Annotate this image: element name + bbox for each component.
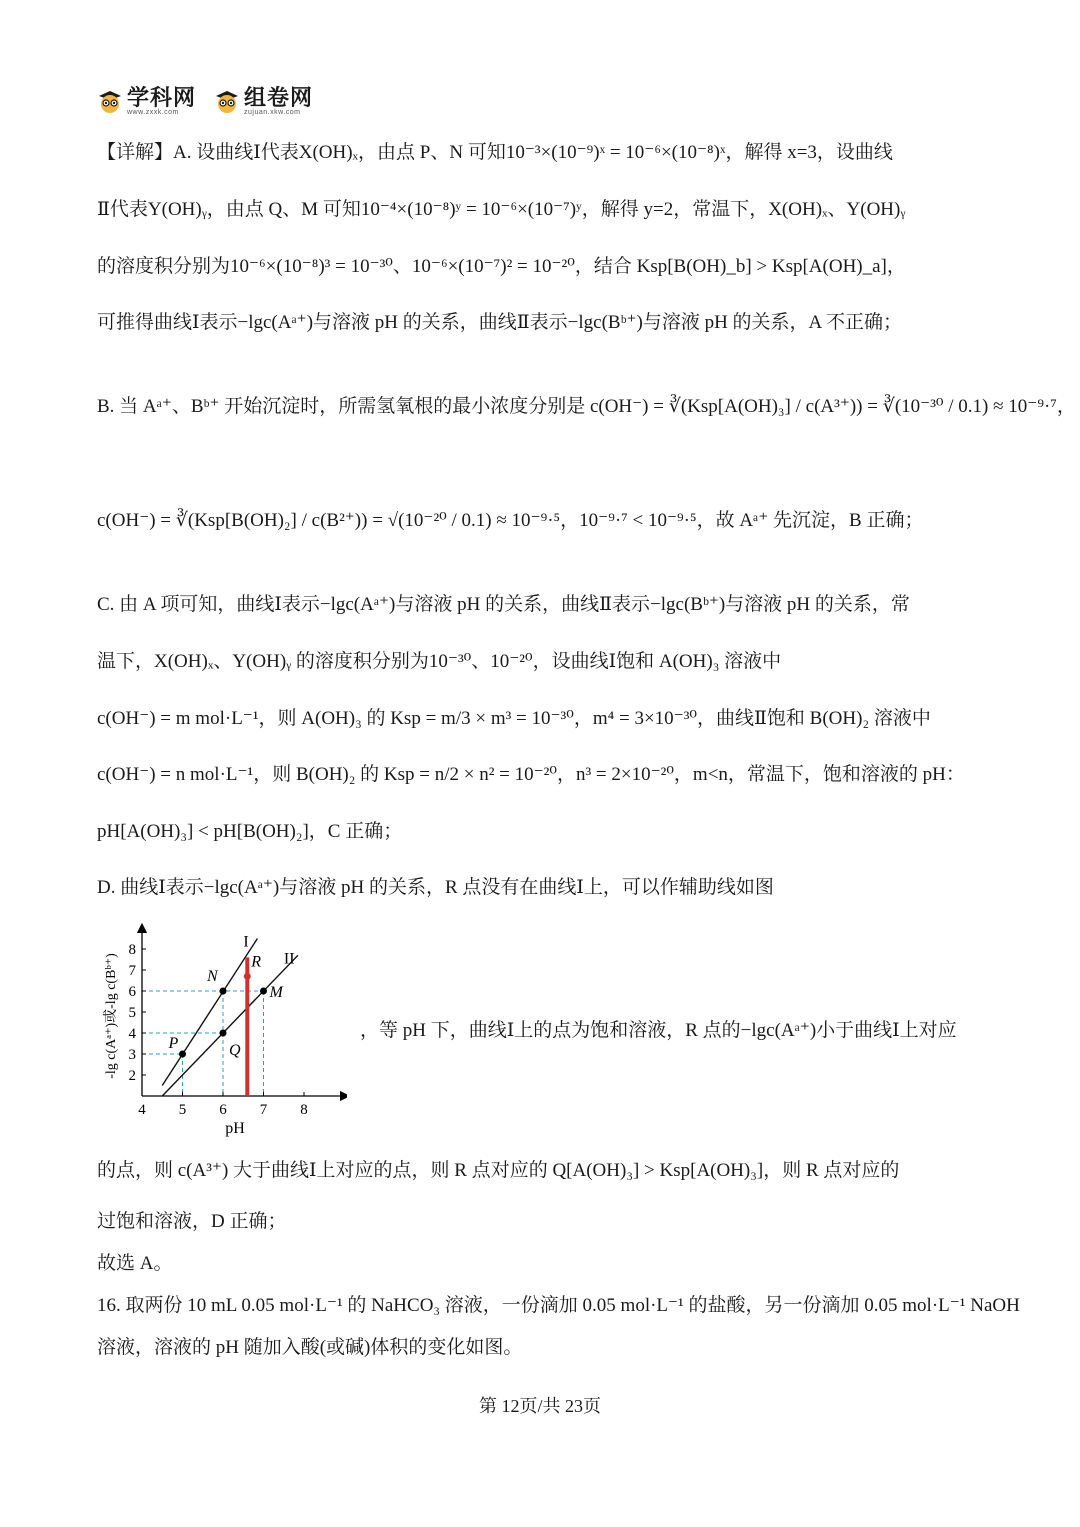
- point-M: [260, 988, 267, 995]
- text-line: 的点，则 c(A³⁺) 大于曲线Ⅰ上对应的点，则 R 点对应的 Q[A(OH)₃] > Ksp[A(OH)₃]，则 R 点对应的: [97, 1160, 900, 1181]
- header-logos: [97, 80, 313, 122]
- text-line: c(OH⁻) = m mol·L⁻¹，则 A(OH)₃ 的 Ksp = m/3 × m³ = 10⁻³⁰，m⁴ = 3×10⁻³⁰，曲线Ⅱ饱和 B(OH)₂ 溶液中: [97, 708, 931, 729]
- x-tick-label: 8: [300, 1102, 308, 1118]
- chart-guides: [142, 991, 264, 1096]
- text-line: 【详解】A. 设曲线Ⅰ代表X(OH)ₓ，由点 P、N 可知10⁻³×(10⁻⁹)ˣ = 10⁻⁶×(10⁻⁸)ˣ，解得 x=3，设曲线: [97, 142, 893, 163]
- logo-zujuanwang: [214, 84, 314, 116]
- text-line: c(OH⁻) = ∛(Ksp[B(OH)₂] / c(B²⁺)) = √(10⁻²⁰ / 0.1) ≈ 10⁻⁹·⁵，10⁻⁹·⁷ < 10⁻⁹·⁵，故 Aᵃ⁺ 先沉淀，B 正确；: [97, 510, 924, 531]
- y-tick-label: 5: [128, 1005, 136, 1021]
- logo-name: 组卷网: [244, 84, 314, 110]
- logo-xuekewang: [97, 84, 197, 116]
- text-line: 溶液，溶液的 pH 随加入酸(或碱)体积的变化如图。: [97, 1337, 523, 1358]
- y-tick-label: 3: [128, 1047, 136, 1063]
- text-line: 的溶度积分别为10⁻⁶×(10⁻⁸)³ = 10⁻³⁰、10⁻⁶×(10⁻⁷)² = 10⁻²⁰，结合 Ksp[B(OH)_b] > Ksp[A(OH)_a]，: [97, 256, 906, 277]
- text-line: D. 曲线Ⅰ表示−lgc(Aᵃ⁺)与溶液 pH 的关系，R 点没有在曲线Ⅰ上，可以作辅助线如图: [97, 877, 774, 898]
- owl-logo-icon: [97, 88, 123, 114]
- solubility-chart: [97, 920, 347, 1150]
- point-P: [179, 1051, 186, 1058]
- owl-logo-icon: [214, 88, 240, 114]
- curve-label-II: II: [283, 950, 295, 968]
- y-tick-label: 6: [128, 984, 136, 1000]
- point-label-M: M: [269, 984, 283, 1001]
- point-label-R: R: [251, 953, 262, 971]
- x-tick-label: 4: [138, 1102, 146, 1118]
- y-tick-label: 2: [128, 1068, 136, 1084]
- chart-ticks: [129, 942, 308, 1118]
- text-line: c(OH⁻) = n mol·L⁻¹，则 B(OH)₂ 的 Ksp = n/2 × n² = 10⁻²⁰，n³ = 2×10⁻²⁰，m<n，常温下，饱和溶液的 pH：: [97, 764, 965, 785]
- chart-points: [168, 953, 285, 1059]
- x-tick-label: 6: [219, 1102, 227, 1118]
- text-line: B. 当 Aᵃ⁺、Bᵇ⁺ 开始沉淀时，所需氢氧根的最小浓度分别是 c(OH⁻) = ∛(Ksp[A(OH)₃] / c(A³⁺)) = ∛(10⁻³⁰ / 0.1) ≈ 10⁻⁹·⁷，: [97, 396, 1076, 417]
- text-line: 可推得曲线Ⅰ表示−lgc(Aᵃ⁺)与溶液 pH 的关系，曲线Ⅱ表示−lgc(Bᵇ⁺)与溶液 pH 的关系，A 不正确；: [97, 312, 902, 333]
- x-axis-label: pH: [225, 1120, 245, 1137]
- y-axis-label: -lg c(Aᵃ⁺)或-lg c(Bᵇ⁺): [104, 953, 119, 1079]
- point-Q: [220, 1030, 227, 1037]
- point-N: [220, 988, 227, 995]
- text-line: Ⅱ代表Y(OH)ᵧ，由点 Q、M 可知10⁻⁴×(10⁻⁸)ʸ = 10⁻⁶×(10⁻⁷)ʸ，解得 y=2，常温下，X(OH)ₓ、Y(OH)ᵧ: [97, 199, 906, 220]
- x-tick-label: 7: [259, 1102, 268, 1118]
- text-line: 温下，X(OH)ₓ、Y(OH)ᵧ 的溶度积分别为10⁻³⁰、10⁻²⁰，设曲线Ⅰ饱和 A(OH)₃ 溶液中: [97, 651, 782, 672]
- point-label-N: N: [207, 968, 218, 985]
- y-tick-label: 4: [128, 1026, 136, 1042]
- logo-name: 学科网: [127, 84, 197, 110]
- page-footer: 第 12页/共 23页: [478, 1396, 601, 1416]
- text-line: ，等 pH 下，曲线Ⅰ上的点为饱和溶液，R 点的−lgc(Aᵃ⁺)小于曲线Ⅰ上对应: [360, 1020, 957, 1041]
- y-tick-label: 7: [128, 963, 136, 979]
- text-line: 过饱和溶液，D 正确；: [97, 1211, 287, 1232]
- point-label-P: P: [168, 1035, 179, 1052]
- text-line: C. 由 A 项可知，曲线Ⅰ表示−lgc(Aᵃ⁺)与溶液 pH 的关系，曲线Ⅱ表示−lgc(Bᵇ⁺)与溶液 pH 的关系，常: [97, 594, 910, 615]
- text-line: 16. 取两份 10 mL 0.05 mol·L⁻¹ 的 NaHCO₃ 溶液，一份滴加 0.05 mol·L⁻¹ 的盐酸，另一份滴加 0.05 mol·L⁻¹ NaOH: [97, 1295, 1020, 1316]
- point-R: [244, 973, 251, 980]
- curve-label-I: I: [243, 933, 249, 951]
- point-label-Q: Q: [229, 1042, 241, 1059]
- logo-url: www.zxxk.com: [127, 108, 179, 116]
- y-tick-label: 8: [128, 942, 136, 958]
- logo-url: zujuan.xkw.com: [244, 108, 301, 116]
- text-line: 故选 A。: [97, 1253, 173, 1274]
- series-line-II: [162, 955, 298, 1096]
- x-tick-label: 5: [178, 1102, 187, 1118]
- text-line: pH[A(OH)₃] < pH[B(OH)₂]，C 正确；: [97, 821, 403, 842]
